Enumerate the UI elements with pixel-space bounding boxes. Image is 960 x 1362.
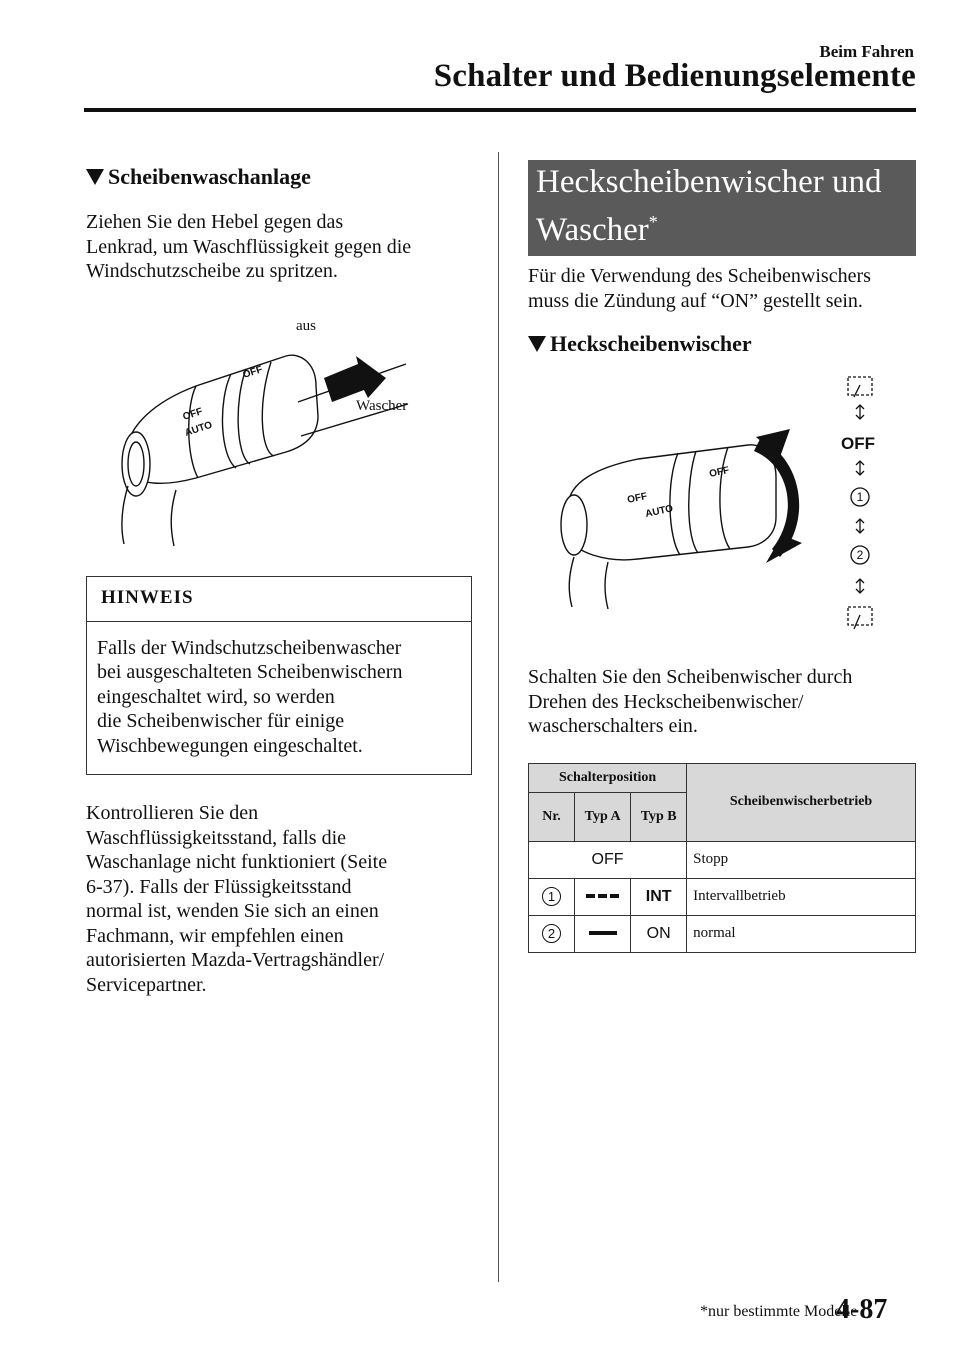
washer-intro: Ziehen Sie den Hebel gegen das Lenkrad, um Waschflüssigkeit gegen die Windschutzscheibe zu spritzen. bbox=[86, 211, 412, 282]
header-rule bbox=[84, 108, 916, 112]
lever-auto-text: AUTO bbox=[183, 419, 214, 439]
page-number: 4-87 bbox=[836, 1294, 888, 1325]
washer-heading: Scheibenwaschanlage bbox=[86, 164, 472, 190]
table-row bbox=[529, 841, 916, 878]
rear-body: Schalten Sie den Scheibenwischer durch Drehen des Heckscheibenwischer/ wascherschalters ein. bbox=[528, 666, 853, 737]
rear-wiper-illustration bbox=[528, 367, 916, 657]
washer-body: Kontrollieren Sie den Waschflüssigkeitsstand, falls die Waschanlage nicht funktioniert (Seite 6-37). Falls der Flüssigkeitsstand normal ist, wenden Sie sich an einen Fachmann, wir empfehlen einen autorisierten Mazda-Vertragshändler/ Servicepartner. bbox=[86, 802, 388, 996]
row-op: Intervallbetrieb bbox=[687, 878, 916, 915]
label-wascher: Wascher bbox=[356, 397, 408, 414]
rear-wiper-heading: Heckscheibenwischer bbox=[528, 331, 916, 357]
position-off-label: OFF bbox=[841, 434, 875, 453]
row-nr-circle: 2 bbox=[542, 924, 561, 943]
triangle-marker-icon bbox=[86, 169, 104, 185]
row-nr-circle: 1 bbox=[542, 887, 561, 906]
rear-lever-auto-text: AUTO bbox=[644, 503, 675, 520]
table-head-typ-b: Typ B bbox=[631, 792, 687, 841]
rear-lever-off-text-2: OFF bbox=[626, 491, 649, 506]
header-section: Beim Fahren bbox=[819, 42, 914, 61]
row-op: normal bbox=[687, 915, 916, 952]
continuous-symbol-icon bbox=[575, 915, 631, 952]
row-off-label: OFF bbox=[529, 841, 687, 878]
row-typ-b: INT bbox=[631, 878, 687, 915]
switch-position-table bbox=[528, 763, 916, 953]
rear-intro: Für die Verwendung des Scheibenwischers muss die Zündung auf “ON” gestellt sein. bbox=[528, 265, 871, 312]
lever-off-text: OFF bbox=[241, 363, 264, 381]
table-head-typ-a: Typ A bbox=[575, 792, 631, 841]
position-1-label: 1 bbox=[856, 490, 864, 504]
note-body: Falls der Windschutzscheibenwascher bei ausgeschalteten Scheibenwischern eingeschaltet wird, so werden die Scheibenwischer für einige Wischbewegungen eingeschaltet. bbox=[97, 636, 403, 757]
right-column bbox=[528, 160, 916, 953]
table-row bbox=[529, 915, 916, 952]
triangle-marker-icon bbox=[528, 336, 546, 352]
header-title: Schalter und Bedienungselemente bbox=[433, 58, 916, 94]
rear-lever-figure bbox=[528, 367, 916, 657]
row-op: Stopp bbox=[687, 841, 916, 878]
row-typ-b: ON bbox=[631, 915, 687, 952]
column-divider bbox=[498, 152, 499, 1282]
table-head-nr: Nr. bbox=[529, 792, 575, 841]
note-title: HINWEIS bbox=[87, 577, 471, 622]
intermittent-symbol-icon bbox=[575, 878, 631, 915]
wiper-lever-illustration bbox=[86, 306, 472, 558]
rear-lever-off-text: OFF bbox=[708, 465, 731, 480]
position-2-label: 2 bbox=[856, 548, 864, 562]
table-row bbox=[529, 878, 916, 915]
note-box bbox=[86, 576, 472, 776]
label-aus: aus bbox=[296, 317, 316, 334]
table-head-position: Schalterposition bbox=[529, 763, 687, 792]
washer-lever-figure bbox=[86, 306, 472, 558]
table-head-operation: Scheibenwischerbetrieb bbox=[687, 763, 916, 841]
left-column bbox=[86, 164, 472, 997]
footnote: *nur bestimmte Modelle bbox=[700, 1303, 858, 1320]
section-banner: Heckscheibenwischer und Wascher* bbox=[528, 160, 916, 256]
lever-off-text-2: OFF bbox=[181, 405, 204, 423]
